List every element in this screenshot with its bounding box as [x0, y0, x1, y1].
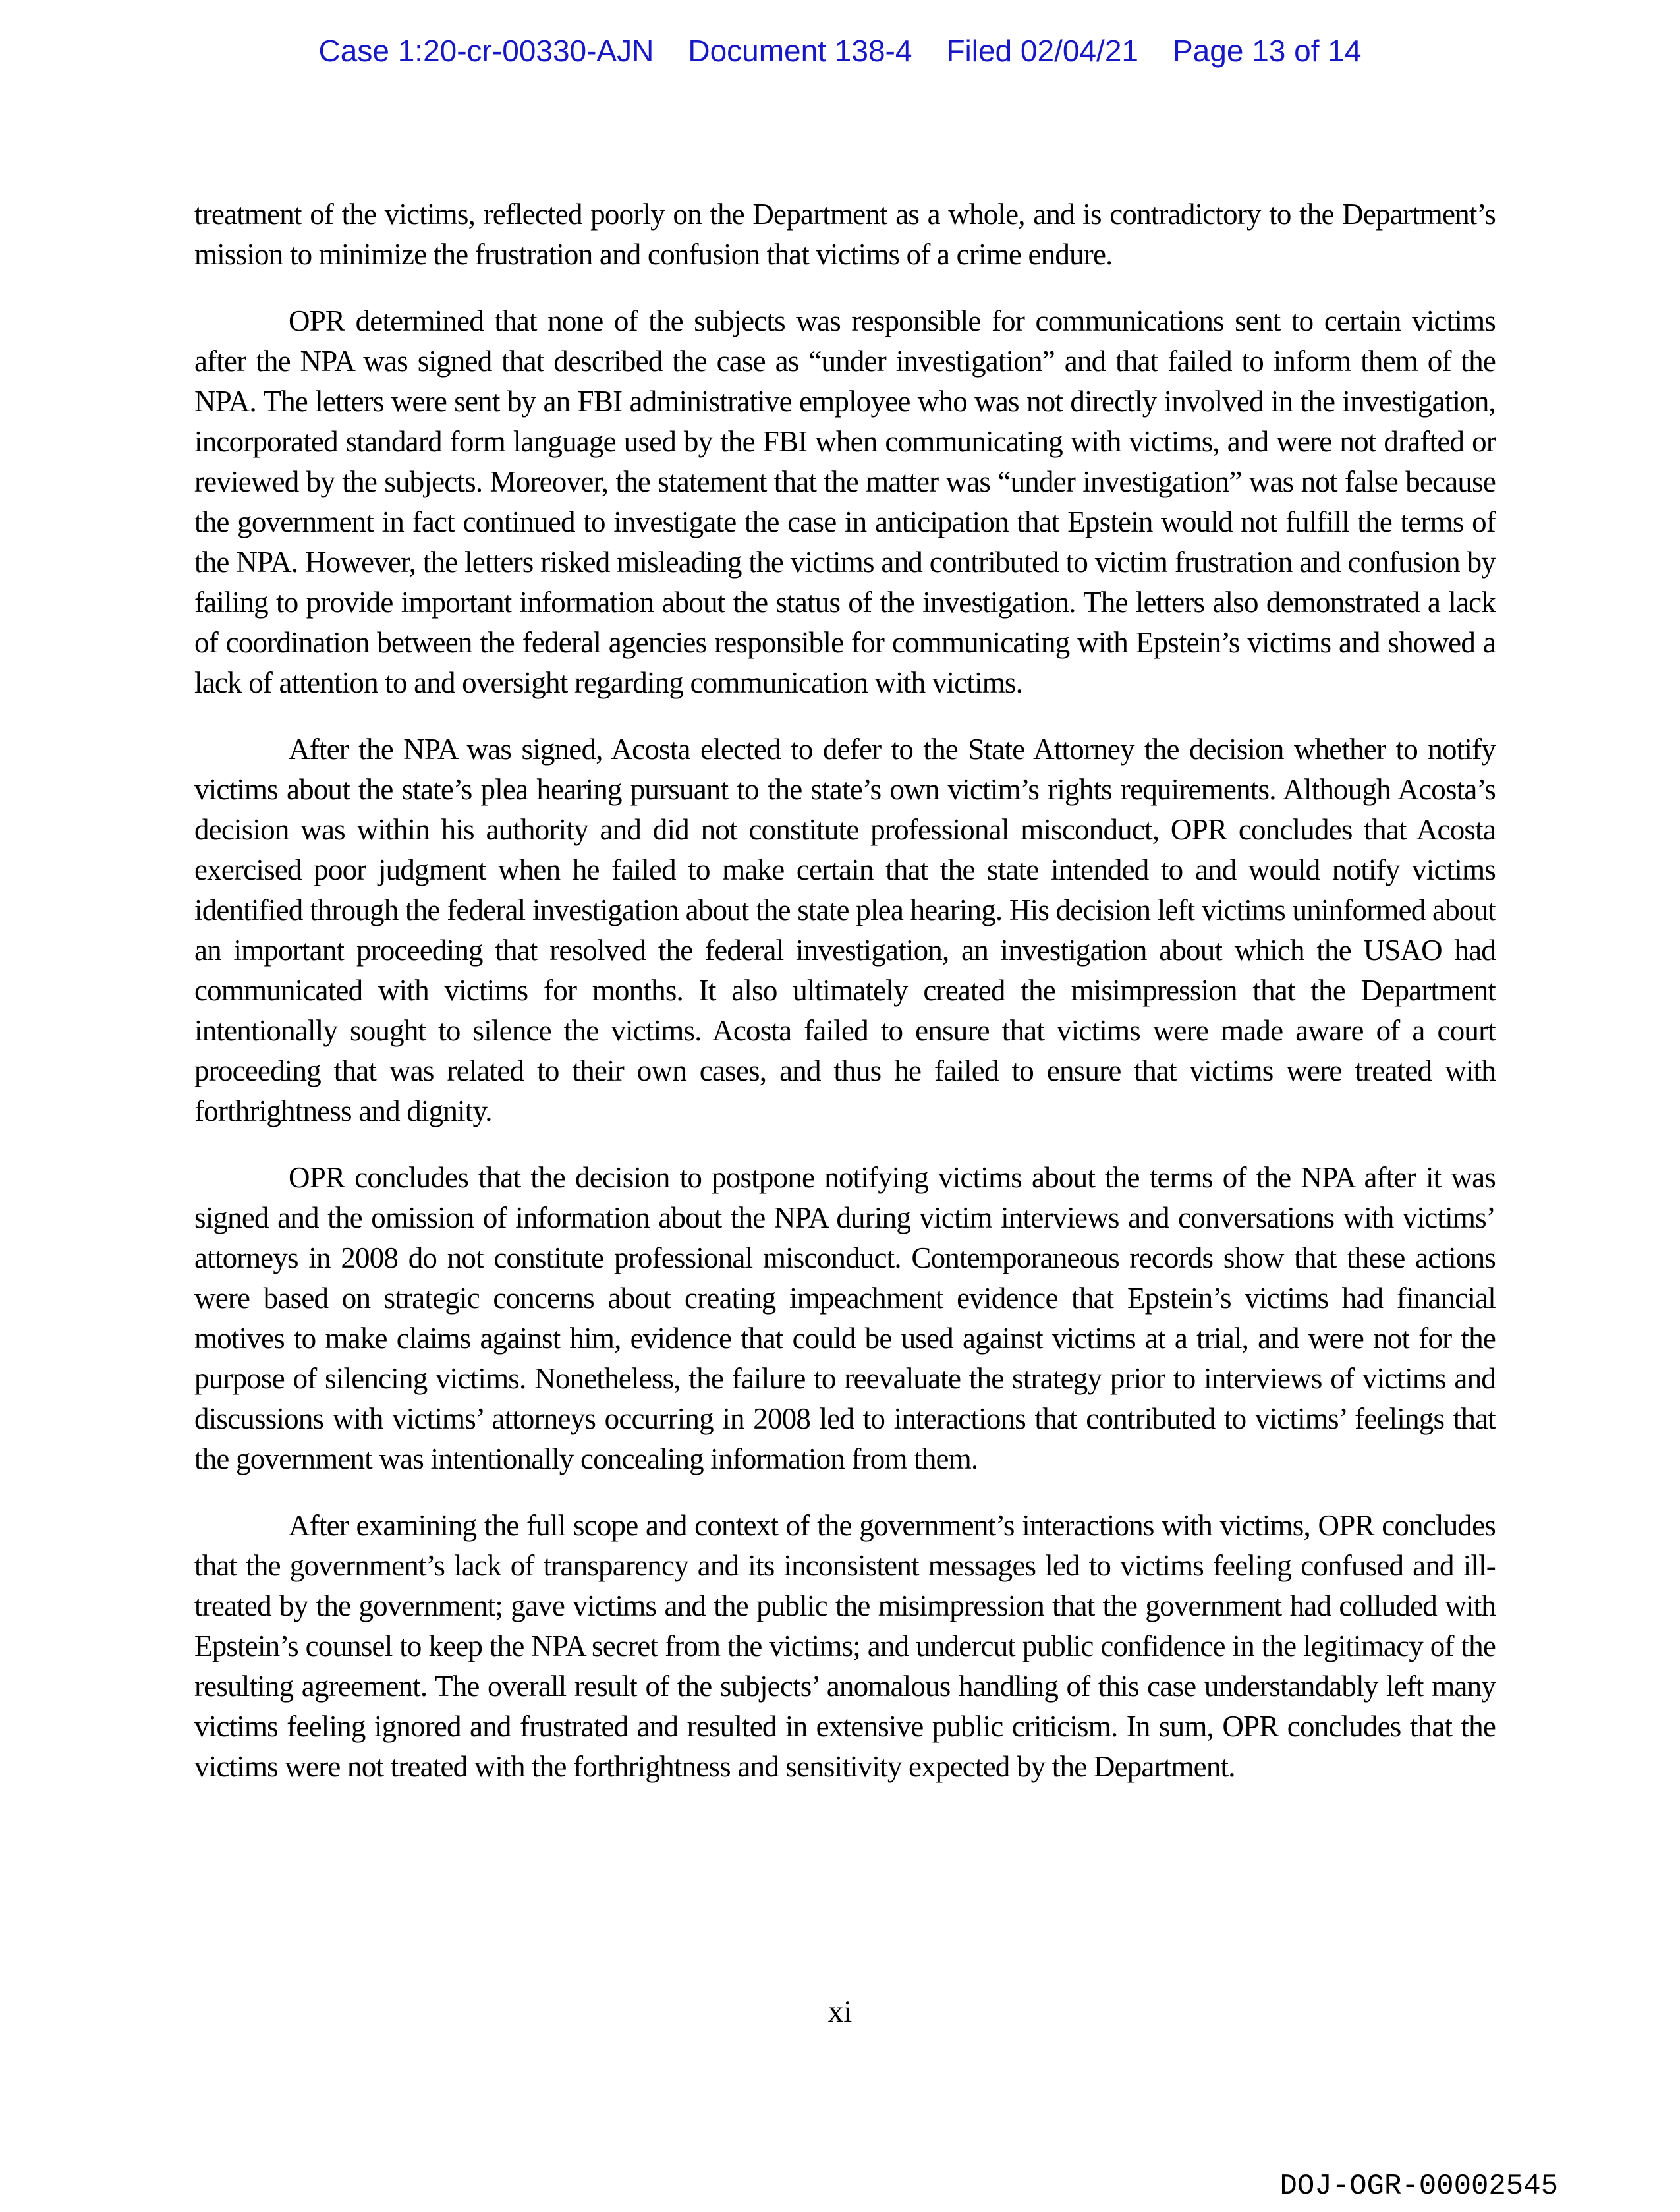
- page-count: Page 13 of 14: [1172, 34, 1362, 68]
- paragraph: OPR concludes that the decision to postpone notifying victims about the terms of the NPA after it was signed and the omission of information about the NPA during victim interviews and conversations with victims’ attorneys in 2008 do not constitute professional misconduct. Contemporaneous records show that these actions were based on strategic concerns about creating impeachment evidence that Epstein’s victims had financial motives to make claims against him, evidence that could be used against victims at a trial, and were not for the purpose of silencing victims. Nonetheless, the failure to reevaluate the strategy prior to interviews of victims and discussions with victims’ attorneys occurring in 2008 led to interactions that contributed to victims’ feelings that the government was intentionally concealing information from them.: [194, 1161, 1496, 1475]
- bates-number: DOJ-OGR-00002545: [1279, 2170, 1558, 2203]
- document-number: Document 138-4: [688, 34, 912, 68]
- filed-date: Filed 02/04/21: [946, 34, 1138, 68]
- document-body: [194, 194, 1496, 1813]
- paragraph: After the NPA was signed, Acosta elected to defer to the State Attorney the decision whether to notify victims about the state’s plea hearing pursuant to the state’s own victim’s rights requirements. Although Acosta’s decision was within his authority and did not constitute professional misconduct, OPR concludes that Acosta exercised poor judgment when he failed to make certain that the state intended to and would notify victims identified through the federal investigation about the state plea hearing. His decision left victims uninformed about an important proceeding that resolved the federal investigation, an investigation about which the USAO had communicated with victims for months. It also ultimately created the misimpression that the Department intentionally sought to silence the victims. Acosta failed to ensure that victims were made aware of a court proceeding that was related to their own cases, and thus he failed to ensure that victims were treated with forthrightness and dignity.: [194, 733, 1496, 1127]
- case-number: Case 1:20-cr-00330-AJN: [318, 34, 654, 68]
- page-number: xi: [827, 1995, 853, 2029]
- paragraph: treatment of the victims, reflected poorly on the Department as a whole, and is contradictory to the Department’s mission to minimize the frustration and confusion that victims of a crime endure.: [194, 198, 1496, 271]
- paragraph: After examining the full scope and context of the government’s interactions with victims, OPR concludes that the government’s lack of transparency and its inconsistent messages led to victims feeling confused and ill-treated by the government; gave victims and the public the misimpression that the government had colluded with Epstein’s counsel to keep the NPA secret from the victims; and undercut public confidence in the legitimacy of the resulting agreement. The overall result of the subjects’ anomalous handling of this case understandably left many victims feeling ignored and frustrated and resulted in extensive public criticism. In sum, OPR concludes that the victims were not treated with the forthrightness and sensitivity expected by the Department.: [194, 1509, 1496, 1783]
- case-caption-header: [0, 34, 1680, 68]
- paragraph: OPR determined that none of the subjects was responsible for communications sent to certain victims after the NPA was signed that described the case as “under investigation” and that failed to inform them of the NPA. The letters were sent by an FBI administrative employee who was not directly involved in the investigation, incorporated standard form language used by the FBI when communicating with victims, and were not drafted or reviewed by the subjects. Moreover, the statement that the matter was “under investigation” was not false because the government in fact continued to investigate the case in anticipation that Epstein would not fulfill the terms of the NPA. However, the letters risked misleading the victims and contributed to victim frustration and confusion by failing to provide important information about the status of the investigation. The letters also demonstrated a lack of coordination between the federal agencies responsible for communicating with Epstein’s victims and showed a lack of attention to and oversight regarding communication with victims.: [194, 304, 1496, 699]
